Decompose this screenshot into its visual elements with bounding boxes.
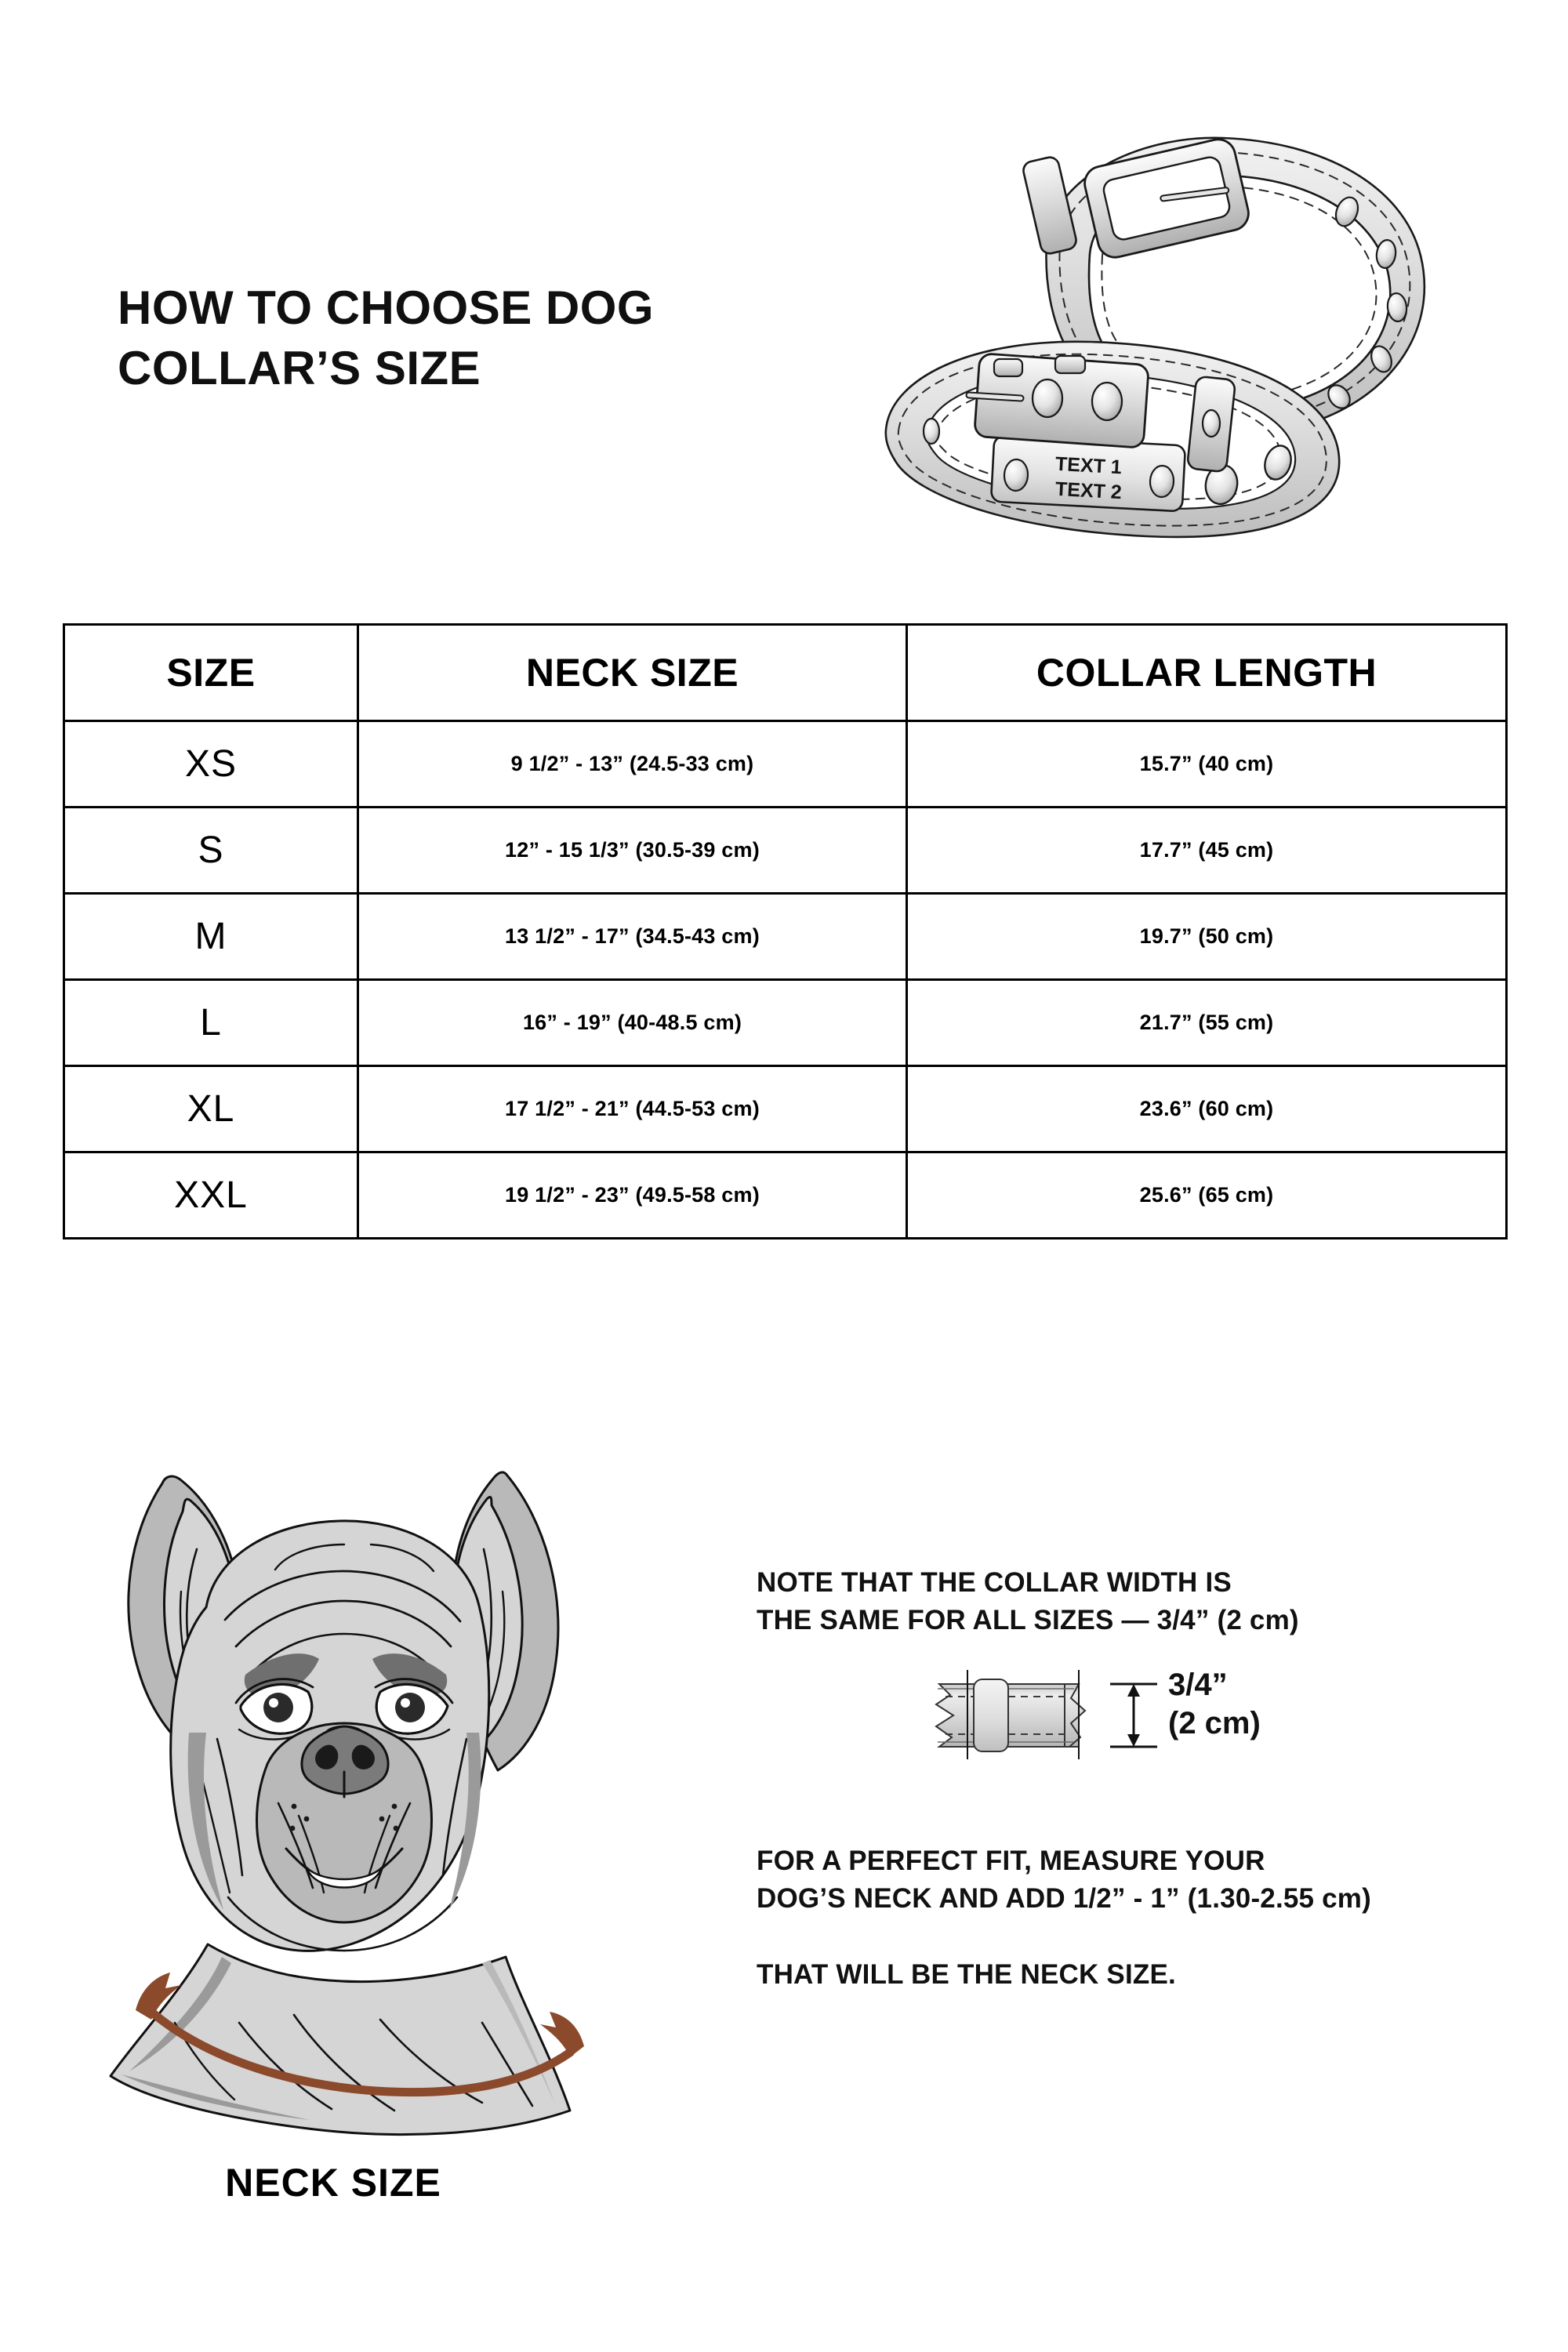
svg-text:TEXT 2: TEXT 2: [1054, 477, 1123, 504]
page-title-line-2: COLLAR’S SIZE: [118, 341, 481, 394]
collar-lower-buckle: [969, 354, 1149, 448]
cell-neck: 12” - 15 1/3” (30.5-39 cm): [358, 808, 907, 894]
perfect-fit-note: [757, 1815, 1556, 1946]
table-row: [64, 1066, 1507, 1152]
table-row: [64, 980, 1507, 1066]
note-line-2: THE SAME FOR ALL SIZES — 3/4” (2 cm): [757, 1605, 1299, 1636]
french-bulldog-head-illustration: [43, 1396, 623, 2164]
size-chart-table: [63, 623, 1508, 1240]
result-paragraph: [757, 1956, 1556, 1994]
column-header-collar: COLLAR LENGTH: [907, 625, 1507, 721]
fit-line-2: DOG’S NECK AND ADD 1/2” - 1” (1.30-2.55 cm): [757, 1883, 1371, 1915]
result-line-1: THAT WILL BE THE NECK SIZE.: [757, 1959, 1176, 1990]
cell-size: XL: [64, 1066, 358, 1152]
table-row: [64, 1152, 1507, 1239]
fit-line-1: FOR A PERFECT FIT, MEASURE YOUR: [757, 1846, 1265, 1876]
page-title-line-1: HOW TO CHOOSE DOG: [118, 281, 655, 334]
collar-width-diagram: [925, 1662, 1364, 1768]
column-header-neck: NECK SIZE: [358, 625, 907, 721]
collar-width-cm: (2 cm): [1168, 1705, 1261, 1740]
column-header-size: SIZE: [64, 625, 358, 721]
cell-collar: 15.7” (40 cm): [907, 721, 1507, 808]
note-paragraph: [757, 1564, 1541, 1640]
table-header-row: [64, 625, 1507, 721]
fit-paragraph: [757, 1842, 1556, 1918]
table-row: [64, 808, 1507, 894]
cell-collar: 25.6” (65 cm): [907, 1152, 1507, 1239]
cell-neck: 16” - 19” (40-48.5 cm): [358, 980, 907, 1066]
collar-width-value: [1168, 1666, 1261, 1743]
dog-collar-illustration: [855, 86, 1544, 541]
cell-neck: 13 1/2” - 17” (34.5-43 cm): [358, 894, 907, 980]
note-line-1: NOTE THAT THE COLLAR WIDTH IS: [757, 1567, 1232, 1598]
cell-collar: 17.7” (45 cm): [907, 808, 1507, 894]
cell-size: XXL: [64, 1152, 358, 1239]
cell-size: L: [64, 980, 358, 1066]
cell-size: M: [64, 894, 358, 980]
collar-width-inches: 3/4”: [1168, 1668, 1228, 1702]
svg-text:TEXT 1: TEXT 1: [1054, 452, 1123, 479]
cell-collar: 23.6” (60 cm): [907, 1066, 1507, 1152]
collar-nameplate: [991, 436, 1185, 512]
table-row: [64, 721, 1507, 808]
page-title: [118, 278, 768, 399]
result-note: [757, 1929, 1556, 2021]
neck-size-caption: NECK SIZE: [225, 2161, 441, 2205]
cell-size: S: [64, 808, 358, 894]
cell-size: XS: [64, 721, 358, 808]
table-row: [64, 894, 1507, 980]
cell-neck: 17 1/2” - 21” (44.5-53 cm): [358, 1066, 907, 1152]
cell-collar: 21.7” (55 cm): [907, 980, 1507, 1066]
cell-collar: 19.7” (50 cm): [907, 894, 1507, 980]
cell-neck: 19 1/2” - 23” (49.5-58 cm): [358, 1152, 907, 1239]
cell-neck: 9 1/2” - 13” (24.5-33 cm): [358, 721, 907, 808]
collar-width-note: [757, 1564, 1541, 1640]
